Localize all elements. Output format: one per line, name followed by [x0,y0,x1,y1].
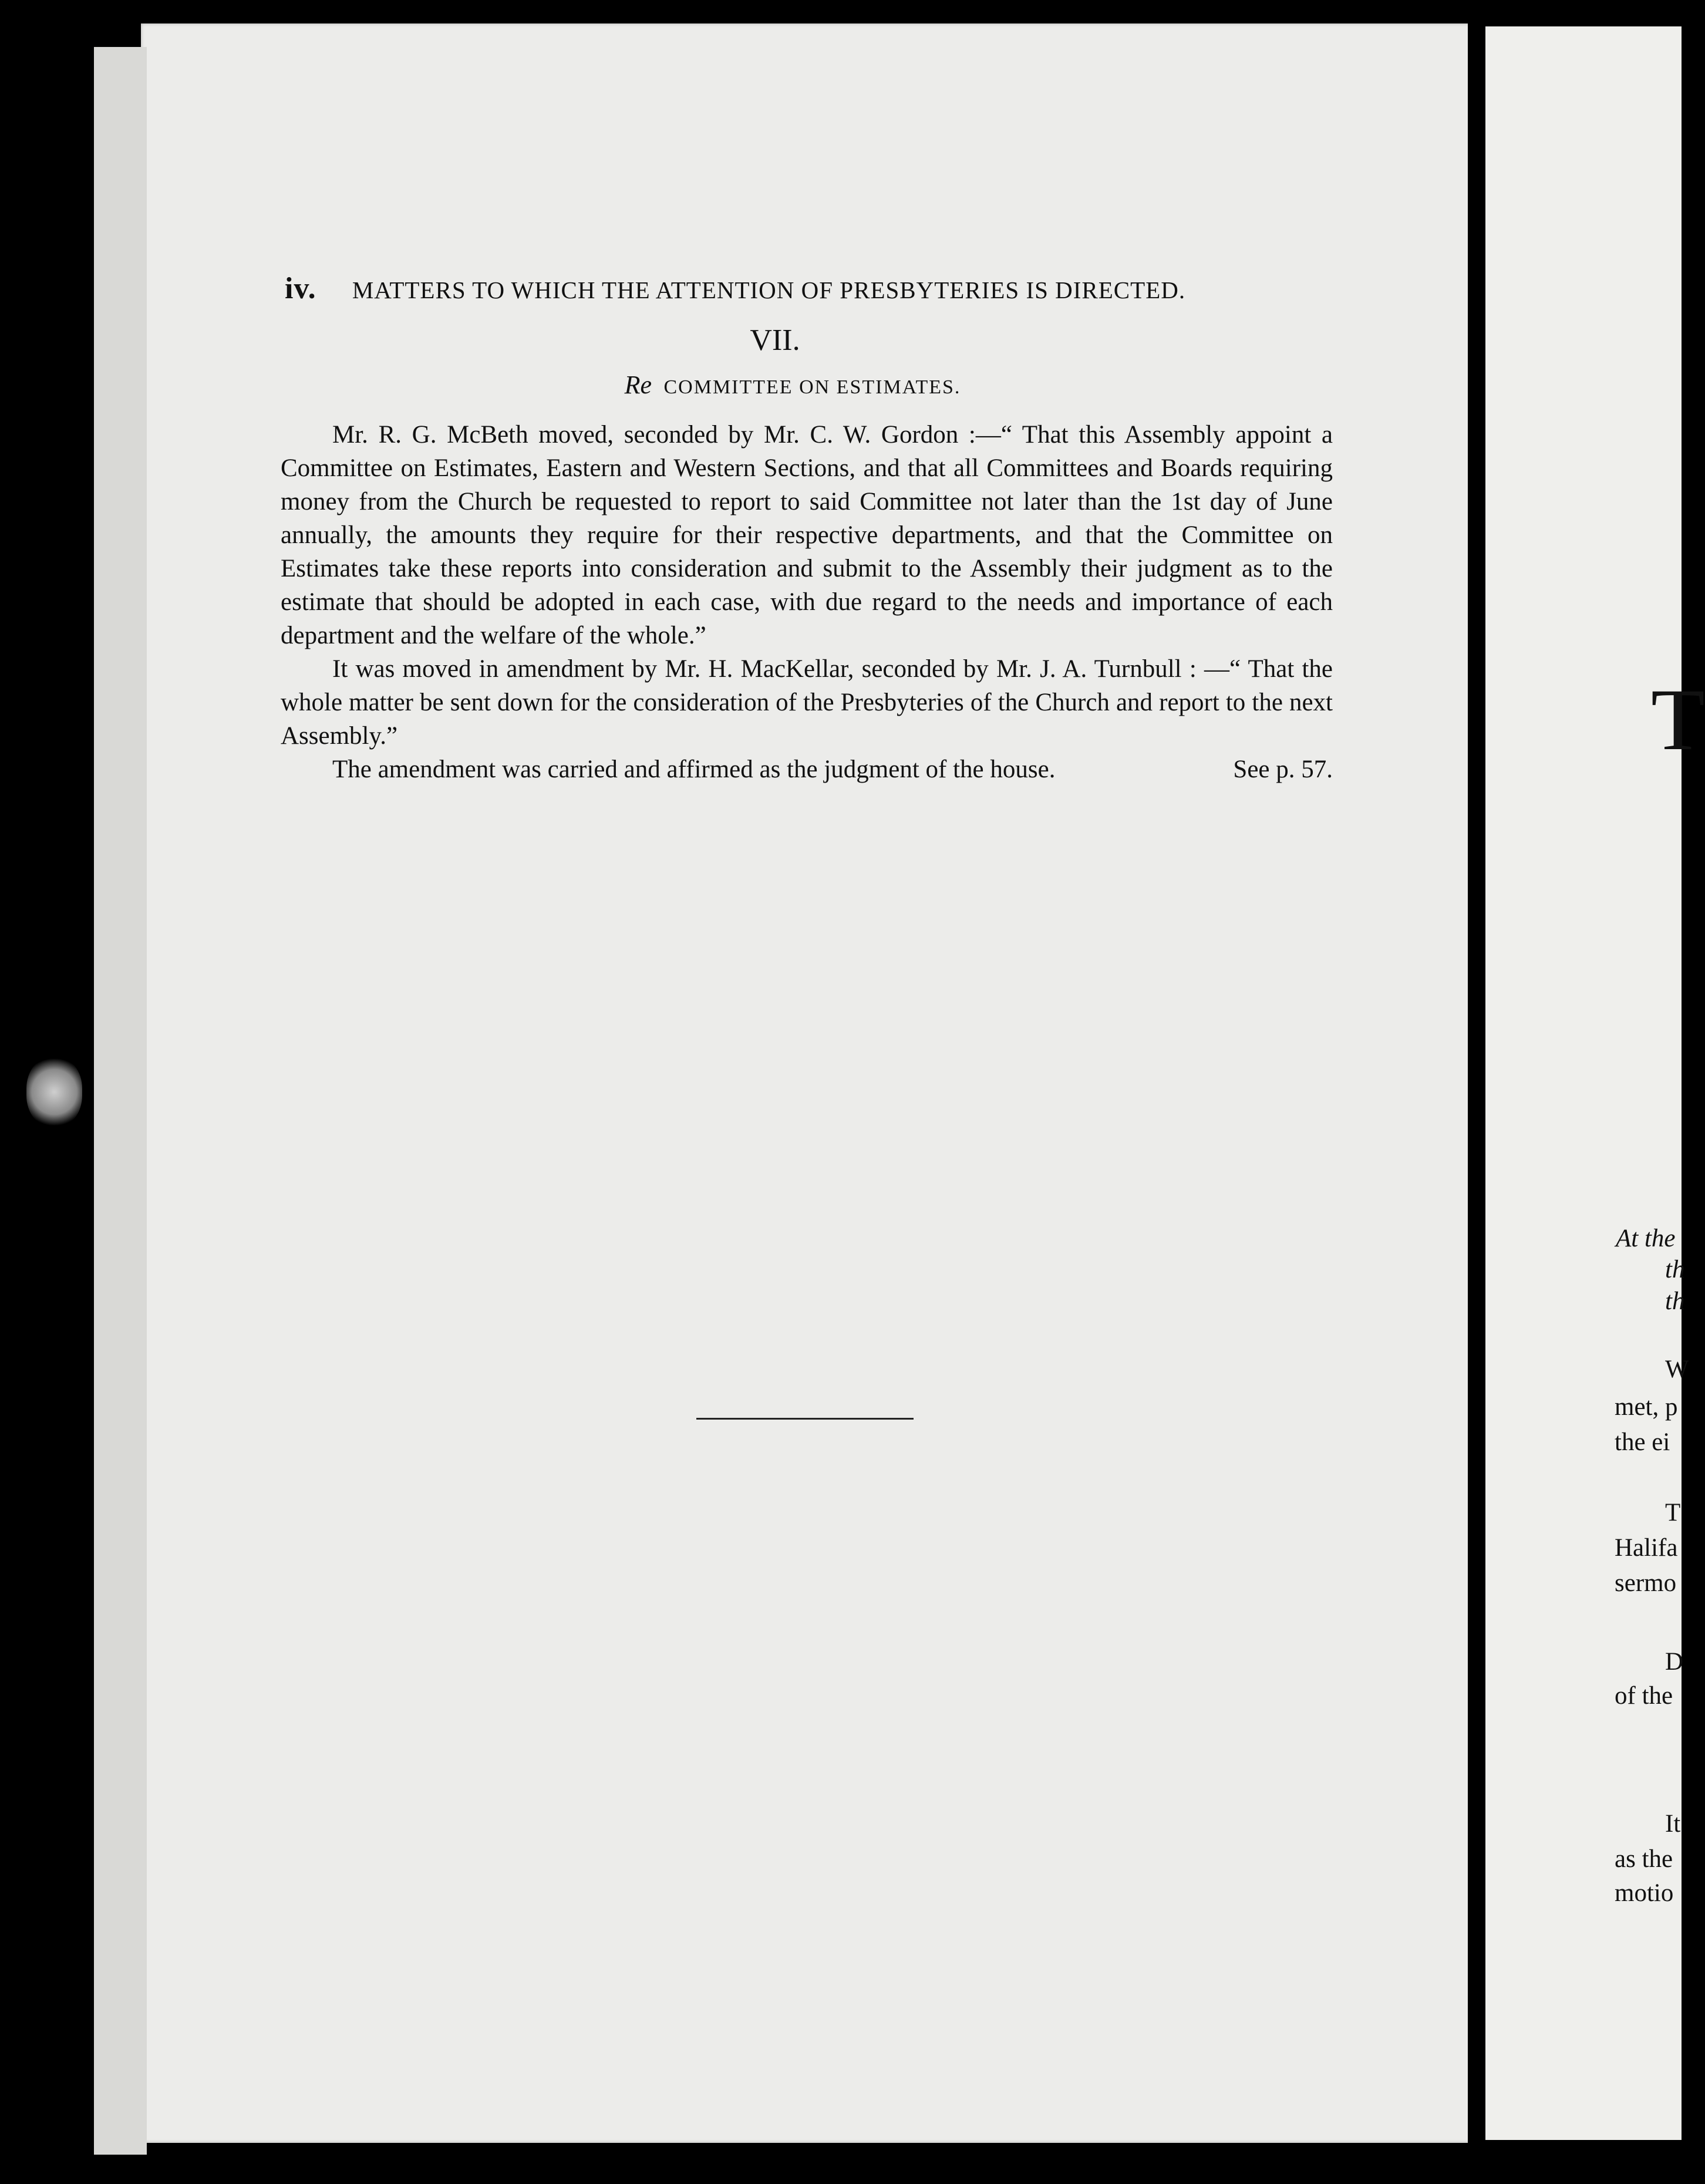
right-page-fragment: the ei [1615,1428,1670,1456]
right-page-fragment: T [1665,1499,1681,1526]
page-number: iv. [285,272,316,305]
section-number: VII. [750,323,800,357]
right-page-fragment: as the [1615,1845,1673,1873]
see-reference: See p. 57. [1233,756,1333,783]
section-title-prefix: Re [624,370,652,399]
right-page-fragment: D [1665,1648,1684,1676]
right-page-fragment: W [1665,1356,1689,1383]
section-title [605,370,980,400]
right-page [1485,26,1685,2140]
running-header [285,271,1342,306]
header-title: MATTERS TO WHICH THE ATTENTION OF PRESBYTERIES IS DIRECTED. [352,277,1186,304]
page-gutter [1468,23,1485,2149]
right-page-fragment: Halifa [1615,1534,1678,1562]
right-page-large-letter: T [1651,671,1705,769]
right-page-fragment: It [1665,1810,1681,1838]
scan-smudge [26,1057,82,1127]
right-page-fragment: motio [1615,1879,1674,1907]
resolution-paragraph [281,753,1333,786]
section-title-text: COMMITTEE ON ESTIMATES. [663,376,961,398]
right-page-fragment: sermo [1615,1569,1677,1597]
right-page-fragment: th [1665,1256,1685,1283]
page-edge [94,47,147,2155]
right-page-fragment: of the [1615,1682,1673,1710]
resolution-text: The amendment was carried and affirmed as the judgment of the house. [332,756,1056,783]
body-text [281,418,1333,786]
motion-paragraph: Mr. R. G. McBeth moved, seconded by Mr. C. W. Gordon :—“ That this Assembly appoint a Committee on Estimates, Eastern and Western Sections, and that all Committees and Boards requiring money from the Church be requested to report to said Committee not later than the 1st day of June annually, the amounts they require for their respective departments, and that the Committee on Estimates take these reports into consideration and submit to the Assembly their judgment as to the estimate that should be adopted in each case, with due regard to the needs and importance of each department and the welfare of the whole.” [281,421,1333,649]
right-page-fragment: th [1665,1288,1685,1315]
amendment-paragraph: It was moved in amendment by Mr. H. MacKellar, seconded by Mr. J. A. Turnbull : —“ That the whole matter be sent down for the consideration of the Presbyteries of the Church and report to the next Assembly.” [281,655,1333,750]
section-divider [696,1418,914,1420]
right-page-fragment: met, p [1615,1393,1678,1421]
right-page-fragment: At the [1616,1225,1676,1252]
